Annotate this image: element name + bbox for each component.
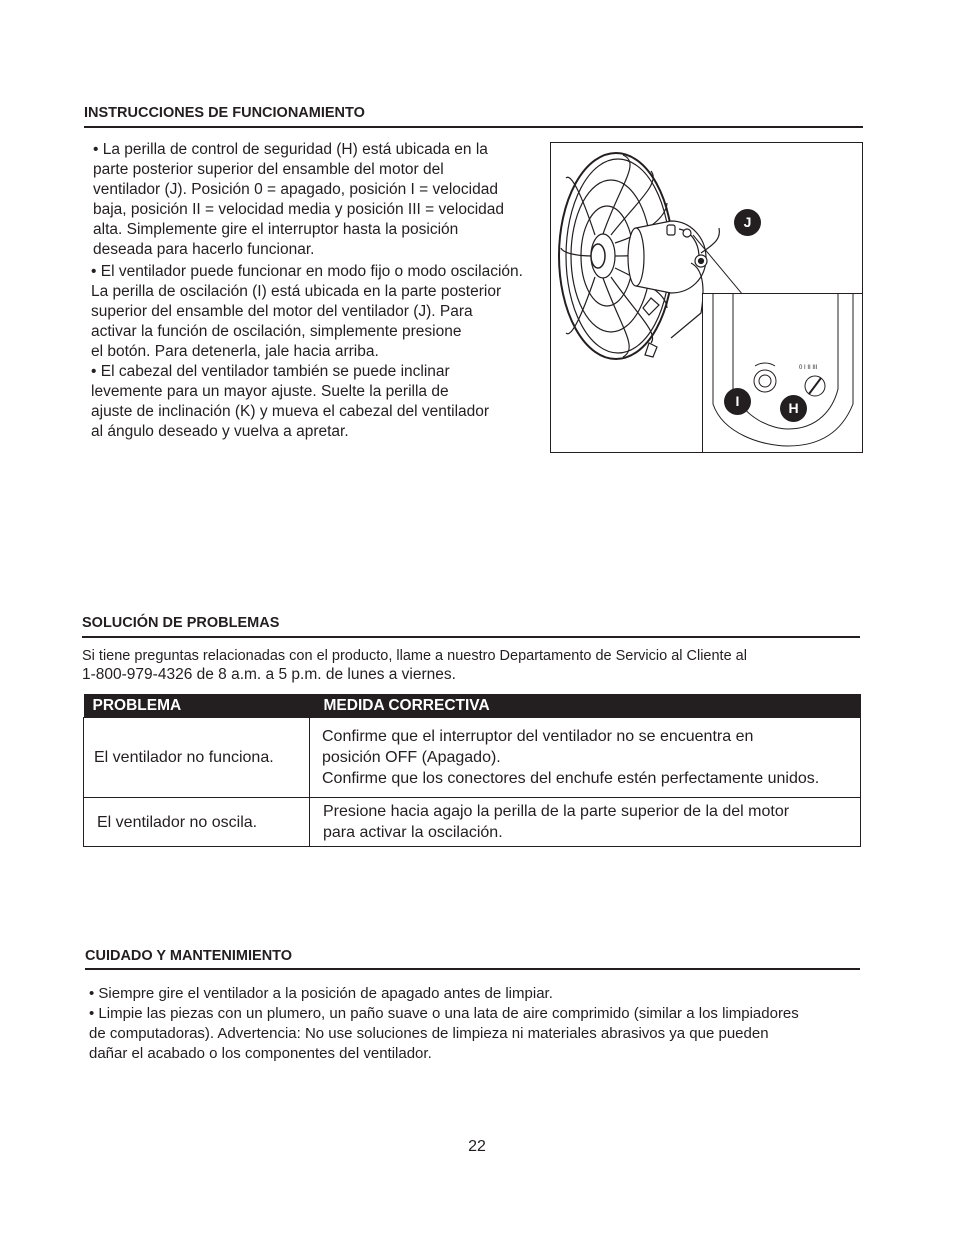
text-line: parte posterior superior del ensamble del motor del (93, 161, 444, 178)
text-line: ajuste de inclinación (K) y mueva el cabezal del ventilador (91, 403, 490, 420)
text-line: baja, posición II = velocidad media y posición III = velocidad (93, 201, 504, 218)
action-text-line: posición OFF (Apagado). (322, 749, 501, 766)
text-line: ventilador (J). Posición 0 = apagado, posición I = velocidad (93, 181, 498, 198)
callout-j: J (734, 209, 761, 236)
action-cell (310, 798, 861, 847)
table-row (84, 798, 861, 847)
action-text-line: Confirme que los conectores del enchufe estén perfectamente unidos. (322, 770, 820, 787)
operation-paragraph-1 (93, 140, 504, 260)
table-header-row (84, 694, 861, 718)
text-line: • Siempre gire el ventilador a la posición de apagado antes de limpiar. (89, 985, 553, 1002)
section-rule-operation (84, 126, 863, 128)
text-line: • La perilla de control de seguridad (H) está ubicada en la (93, 141, 488, 158)
problem-cell (84, 798, 310, 847)
problem-text: El ventilador no funciona. (94, 749, 274, 766)
column-header-problem: PROBLEMA (84, 694, 310, 718)
text-line: dañar el acabado o los componentes del ventilador. (89, 1045, 432, 1062)
control-detail-inset (702, 293, 863, 453)
problem-cell (84, 718, 310, 798)
section-rule-care (85, 968, 860, 970)
text-line: • El ventilador puede funcionar en modo fijo o modo oscilación. (91, 263, 523, 280)
care-paragraph (89, 984, 799, 1064)
table-row (84, 718, 861, 798)
control-detail-drawing (703, 294, 863, 453)
callout-h: H (780, 395, 807, 422)
troubleshooting-table (83, 694, 861, 847)
text-line: al ángulo deseado y vuelva a apretar. (91, 423, 349, 440)
section-title-troubleshooting: SOLUCIÓN DE PROBLEMAS (82, 615, 280, 631)
text-line: alta. Simplemente gire el interruptor hasta la posición (93, 221, 459, 238)
text-line: el botón. Para detenerla, jale hacia arriba. (91, 343, 379, 360)
action-text-line: para activar la oscilación. (323, 824, 503, 841)
page-number: 22 (468, 1138, 486, 1155)
text-line: La perilla de oscilación (I) está ubicada en la parte posterior (91, 283, 502, 300)
text-line: levemente para un mayor ajuste. Suelte la perilla de (91, 383, 449, 400)
text-line: superior del ensamble del motor del ventilador (J). Para (91, 303, 473, 320)
callout-i: I (724, 388, 751, 415)
text-line: de computadoras). Advertencia: No use soluciones de limpieza ni materiales abrasivos ya que pueden (89, 1025, 769, 1042)
operation-paragraph-2 (91, 262, 523, 442)
section-rule-troubleshooting (82, 636, 860, 638)
text-line: deseada para hacerlo funcionar. (93, 241, 315, 258)
text-line: • Limpie las piezas con un plumero, un paño suave o una lata de aire comprimido (similar a los limpiadores (89, 1005, 799, 1022)
problem-text: El ventilador no oscila. (97, 813, 258, 831)
fan-figure (550, 142, 863, 453)
text-line: activar la función de oscilación, simplemente presione (91, 323, 462, 340)
column-header-action: MEDIDA CORRECTIVA (310, 694, 861, 718)
section-title-care: CUIDADO Y MANTENIMIENTO (85, 948, 293, 964)
section-title-operation: INSTRUCCIONES DE FUNCIONAMIENTO (84, 105, 365, 121)
troubleshooting-intro-line-2: 1-800-979-4326 de 8 a.m. a 5 p.m. de lunes a viernes. (82, 666, 456, 683)
action-cell (310, 718, 861, 798)
svg-text:0 I II III: 0 I II III (799, 365, 818, 371)
action-text-line: Presione hacia agajo la perilla de la parte superior de la del motor (323, 803, 790, 820)
action-text-line: Confirme que el interruptor del ventilador no se encuentra en (322, 728, 754, 745)
text-line: • El cabezal del ventilador también se puede inclinar (91, 363, 450, 380)
troubleshooting-intro-line-1: Si tiene preguntas relacionadas con el producto, llame a nuestro Departamento de Servicio al Cliente al (82, 648, 747, 664)
